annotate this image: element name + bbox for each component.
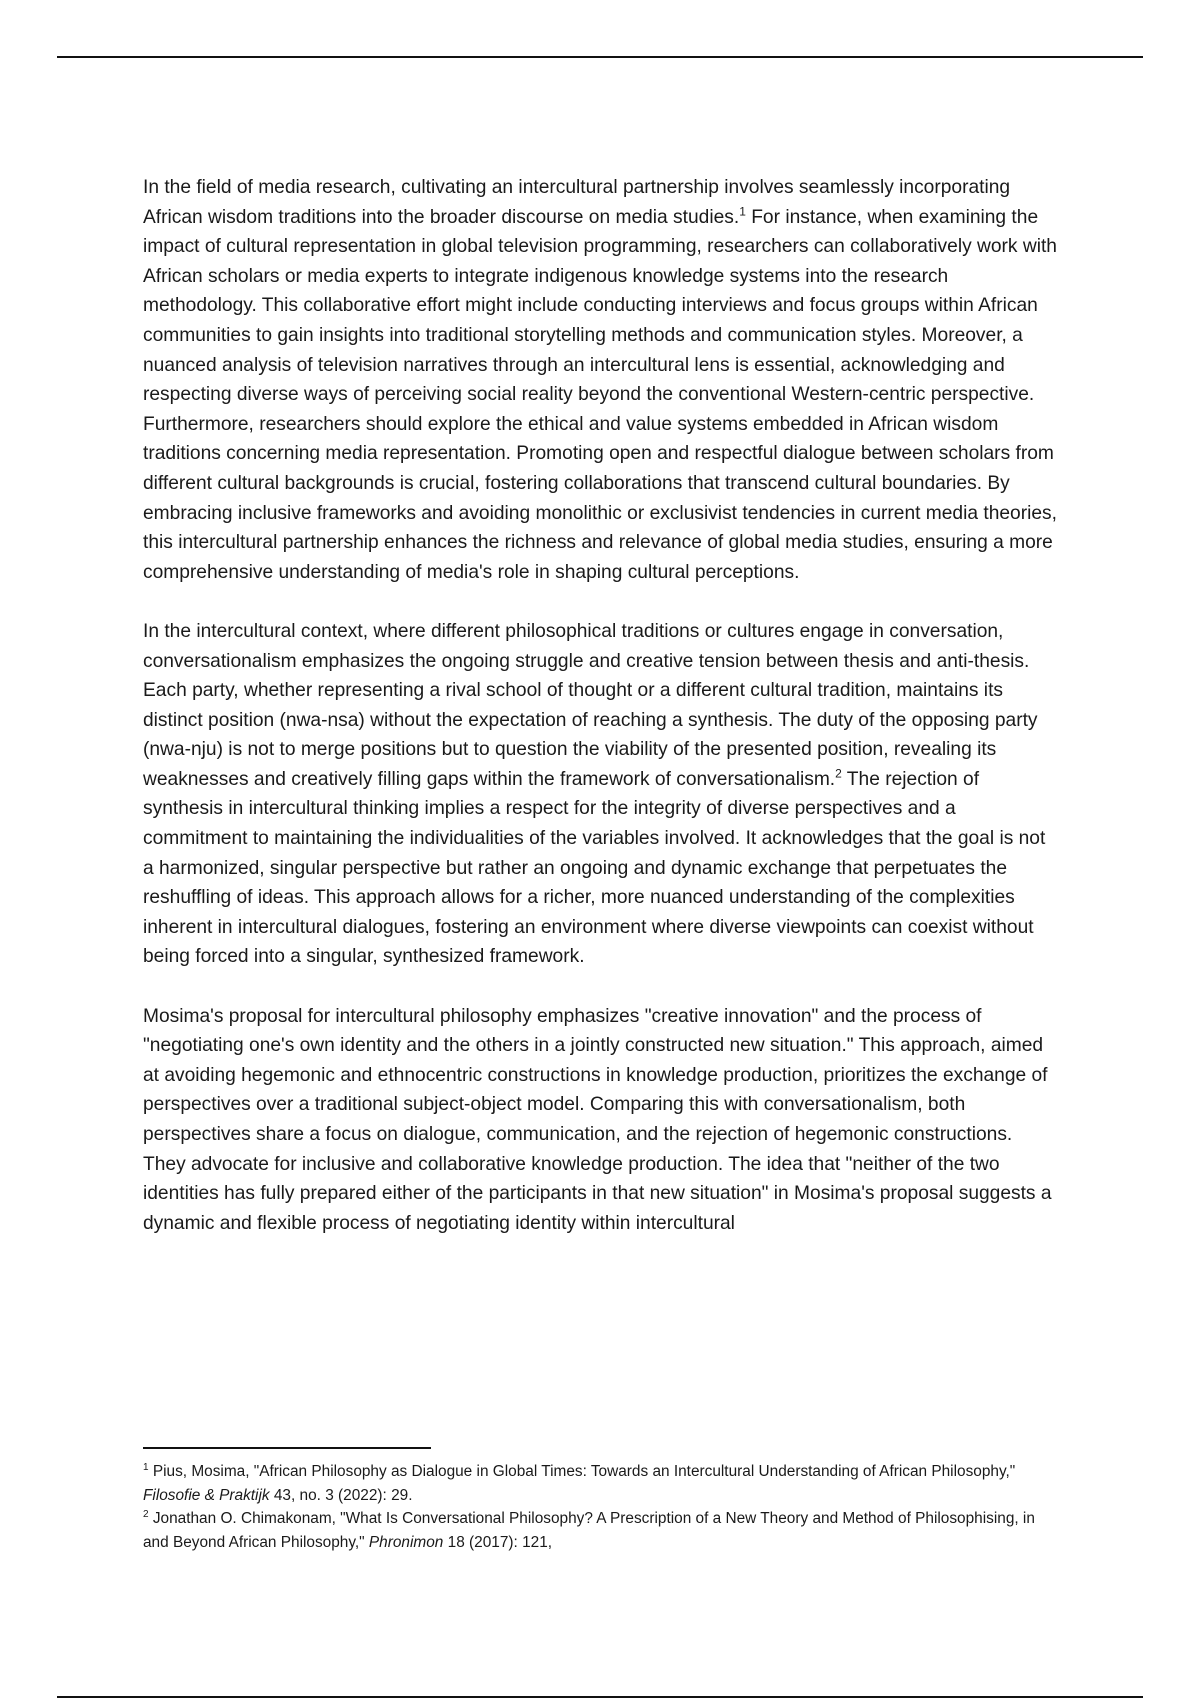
paragraph-1-text-cont: For instance, when examining the impact of cultural representation in global television programming, researchers can collaboratively work with African scholars or media experts to integrate indigenous knowledge systems into the research methodology. This collaborative effort might include conducting interviews and focus groups within African communities to gain insights into traditional storytelling methods and communication styles. Moreover, a nuanced analysis of television narratives through an intercultural lens is essential, acknowledging and respecting diverse ways of perceiving social reality beyond the conventional Western-centric perspective. Furthermore, researchers should explore the ethical and value systems embedded in African wisdom traditions concerning media representation. Promoting open and respectful dialogue between scholars from different cultural backgrounds is crucial, fostering collaborations that transcend cultural boundaries. By embracing inclusive frameworks and avoiding monolithic or exclusivist tendencies in current media theories, this intercultural partnership enhances the richness and relevance of global media studies, ensuring a more comprehensive understanding of media's role in shaping cultural perceptions. [143,206,1057,583]
footer-rule [57,1696,1143,1698]
footnote-2-number: 2 [143,1508,149,1520]
footnote-ref-1[interactable]: 1 [739,204,746,219]
main-text [143,173,1058,1238]
footnote-2-text-cont: 18 (2017): 121, [443,1533,553,1551]
footnote-1-text-cont: 43, no. 3 (2022): 29. [269,1486,413,1504]
footnote-1-text: Pius, Mosima, "African Philosophy as Dialogue in Global Times: Towards an Intercultural Understanding of African Philosophy," [148,1463,1016,1480]
paragraph-2 [143,617,1058,972]
paragraph-1-text: In the field of media research, cultivating an intercultural partnership involves seamlessly incorporating African wisdom traditions into the broader discourse on media studies. [143,177,1011,228]
footnote-1 [143,1460,1058,1507]
header-rule [57,56,1143,58]
paragraph-1 [143,173,1058,587]
footnote-2-journal: Phronimon [368,1533,444,1551]
paragraph-2-text: In the intercultural context, where different philosophical traditions or cultures engage in conversation, conversationalism emphasizes the ongoing struggle and creative tension between thesis and anti-thesis. Each party, whether representing a rival school of thought or a different cultural tradition, maintains its distinct position (nwa-nsa) without the expectation of reaching a synthesis. The duty of the opposing party (nwa-nju) is not to merge positions but to question the viability of the presented position, revealing its weaknesses and creatively filling gaps within the framework of conversationalism. [143,620,1038,790]
footnote-separator [143,1447,431,1449]
footnote-1-number: 1 [143,1461,149,1473]
paragraph-2-text-cont: The rejection of synthesis in intercultural thinking implies a respect for the integrity of diverse perspectives and a commitment to maintaining the individualities of the variables involved. It acknowledges that the goal is not a harmonized, singular perspective but rather an ongoing and dynamic exchange that perpetuates the reshuffling of ideas. This approach allows for a richer, more nuanced understanding of the complexities inherent in intercultural dialogues, fostering an environment where diverse viewpoints can coexist without being forced into a singular, synthesized framework. [143,768,1046,968]
footnote-2 [143,1507,1058,1554]
footnote-2-text: Jonathan O. Chimakonam, "What Is Conversational Philosophy? A Prescription of a New Theory and Method of Philosophising, in and Beyond African Philosophy," [143,1510,1035,1551]
footnotes [143,1460,1058,1554]
footnote-ref-2[interactable]: 2 [835,766,842,781]
footnote-1-journal: Filosofie & Praktijk [143,1486,270,1504]
paragraph-3: Mosima's proposal for intercultural philosophy emphasizes "creative innovation" and the process of "negotiating one's own identity and the others in a jointly constructed new situation." This approach, aimed at avoiding hegemonic and ethnocentric constructions in knowledge production, prioritizes the exchange of perspectives over a traditional subject-object model. Comparing this with conversationalism, both perspectives share a focus on dialogue, communication, and the rejection of hegemonic constructions. They advocate for inclusive and collaborative knowledge production. The idea that "neither of the two identities has fully prepared either of the participants in that new situation" in Mosima's proposal suggests a dynamic and flexible process of negotiating identity within intercultural [143,1005,1052,1234]
